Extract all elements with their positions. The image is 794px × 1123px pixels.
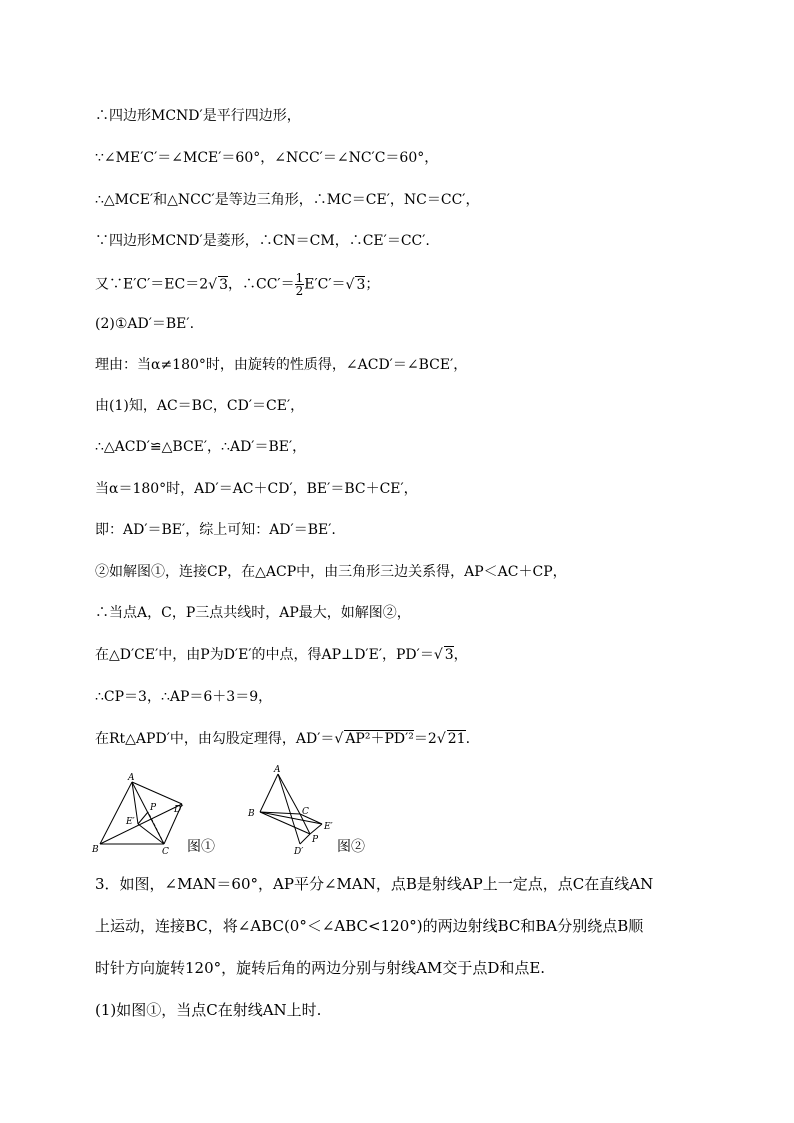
- solution-line-15: ∴CP＝3，∴AP＝6＋3＝9，: [95, 689, 273, 705]
- fig2-label-P: P: [312, 835, 319, 845]
- fig2-label-D: D′: [294, 847, 304, 856]
- text-seg: 又∵E′C′＝EC＝2: [95, 276, 209, 293]
- fig1-label-A: A: [128, 773, 135, 783]
- fig1-label-B: B: [92, 845, 99, 855]
- text-seg: .: [465, 731, 471, 747]
- figure-1-diagram: [88, 772, 188, 858]
- solution-line-7: 理由：当α≠180°时，由旋转的性质得，∠ACD′＝∠BCE′，: [95, 357, 468, 373]
- text-seg: ，: [453, 647, 468, 663]
- solution-line-11: 即：AD′＝BE′，综上可知：AD′＝BE′.: [95, 522, 336, 538]
- question-line-3: 时针方向旋转120°，旋转后角的两边分别与射线AM交于点D和点E.: [95, 959, 546, 977]
- solution-line-9: ∴△ACD′≌△BCE′，∴AD′＝BE′，: [95, 439, 307, 455]
- question-line-1: 3．如图，∠MAN＝60°，AP平分∠MAN，点B是射线AP上一定点，点C在直线AN: [95, 875, 654, 893]
- question-line-4: (1)如图①，当点C在射线AN上时.: [95, 1001, 322, 1019]
- fig2-label-B: B: [248, 809, 255, 819]
- solution-line-1: ∴四边形MCND′是平行四边形，: [95, 108, 301, 124]
- question-line-2: 上运动，连接BC，将∠ABC(0°＜∠ABC<120°)的两边射线BC和BA分别绕点B顺: [95, 917, 644, 935]
- sqrt: √ 3: [345, 276, 366, 293]
- fig2-label-E: E′: [324, 822, 333, 832]
- solution-line-14: [95, 645, 468, 665]
- solution-line-12: ②如解图①，连接CP，在△ACP中，由三角形三边关系得，AP＜AC＋CP，: [95, 564, 567, 580]
- sqrt: √ 3: [208, 276, 228, 293]
- sqrt: √ 3: [433, 647, 454, 663]
- text-seg: ，∴CC′＝: [227, 276, 295, 293]
- solution-line-13: ∴当点A，C，P三点共线时，AP最大，如解图②，: [95, 605, 411, 621]
- solution-line-8: 由(1)知，AC＝BC，CD′＝CE′，: [95, 398, 305, 414]
- text-seg: E′C′＝: [304, 276, 346, 293]
- text-seg: 在△D′CE′中，由P为D′E′的中点，得AP⊥D′E′，PD′＝: [95, 647, 434, 663]
- solution-line-10: 当α＝180°时，AD′＝AC＋CD′，BE′＝BC＋CE′，: [95, 481, 418, 497]
- fig1-label-D: D′: [174, 805, 184, 815]
- text-seg: ＝2: [413, 731, 437, 747]
- sqrt: √ AP²＋PD′²: [334, 731, 414, 747]
- figure-1: [88, 772, 188, 858]
- figure-1-caption: 图①: [187, 839, 215, 855]
- fig2-label-A: A: [274, 765, 281, 775]
- fig1-label-E: E′: [126, 817, 135, 827]
- solution-line-3: ∴△MCE′和△NCC′是等边三角形，∴MC＝CE′，NC＝CC′，: [95, 192, 480, 208]
- text-seg: ；: [365, 276, 380, 293]
- figure-2: [244, 764, 344, 856]
- fig1-label-P: P: [150, 803, 157, 813]
- figure-2-diagram: [244, 764, 344, 856]
- solution-line-4: ∵四边形MCND′是菱形，∴CN＝CM，∴CE′＝CC′.: [95, 233, 430, 249]
- solution-line-16: [95, 729, 470, 749]
- solution-line-2: ∵∠ME′C′＝∠MCE′＝60°，∠NCC′＝∠NC′C＝60°，: [95, 150, 439, 166]
- text-seg: 在Rt△APD′中，由勾股定理得，AD′＝: [95, 731, 335, 747]
- solution-line-5: [95, 272, 379, 297]
- fig2-label-C: C: [302, 807, 309, 817]
- fig1-label-C: C: [162, 847, 169, 857]
- solution-line-6: (2)①AD′＝BE′.: [95, 316, 195, 332]
- figure-2-caption: 图②: [337, 839, 365, 855]
- sqrt: √ 21: [436, 731, 466, 747]
- fraction: $\frac{1}{2}$: [295, 271, 304, 298]
